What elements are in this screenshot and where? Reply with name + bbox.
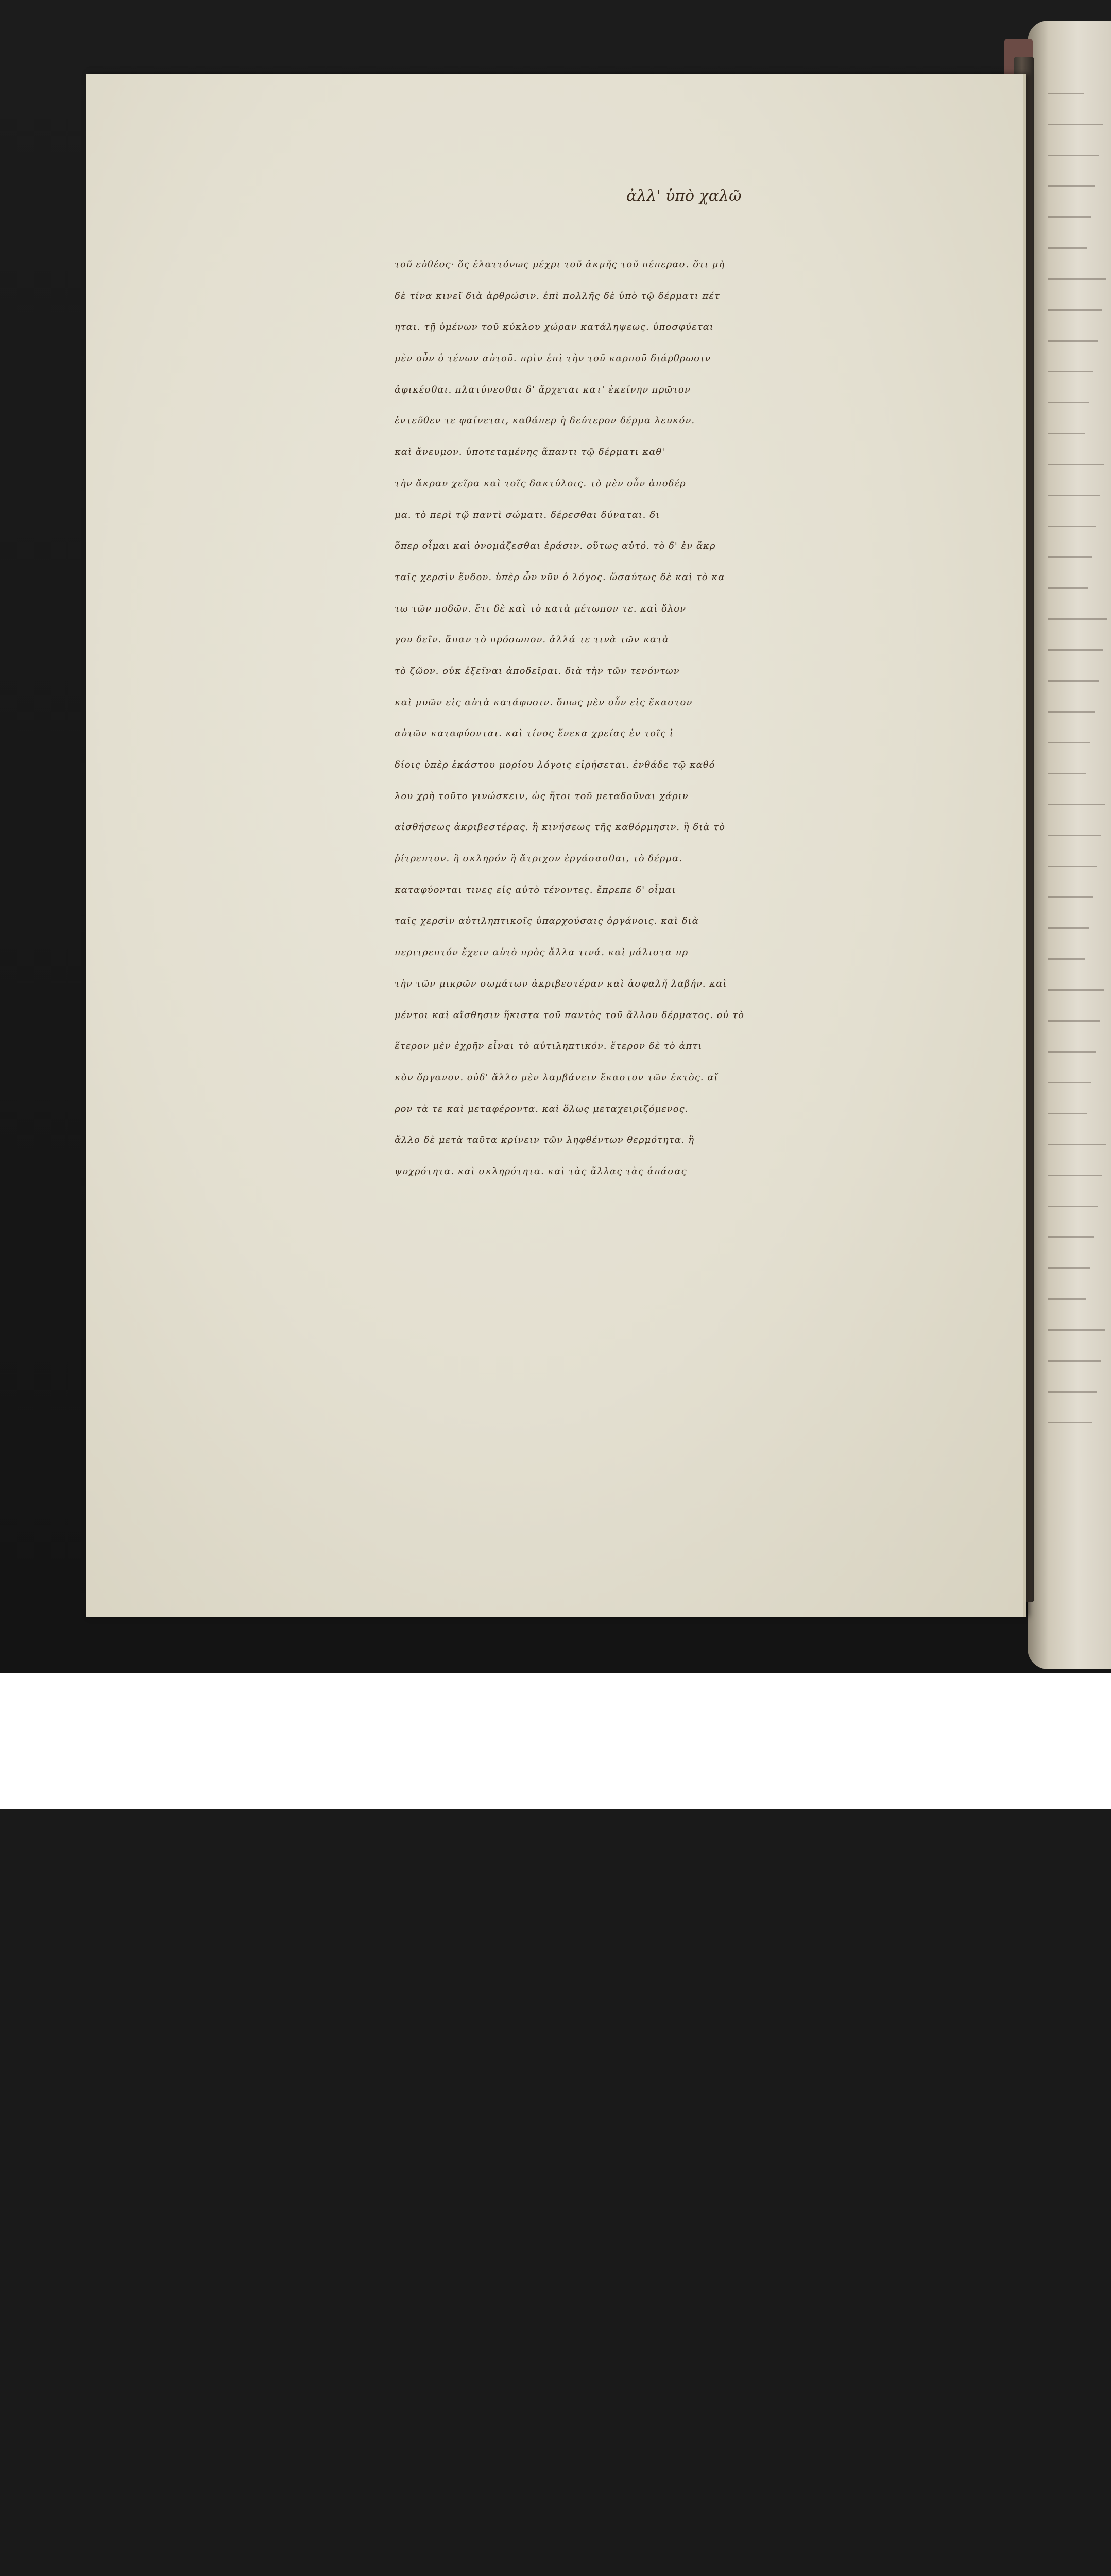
manuscript-line: κὸν ὄργανον. οὐδ' ἄλλο μὲν λαμβάνειν ἕκαστον τῶν ἐκτὸς. αἴ [395, 1072, 719, 1083]
manuscript-line: ἄλλο δὲ μετὰ ταῦτα κρίνειν τῶν ληφθέντων θερμότητα. ἢ [395, 1134, 695, 1146]
manuscript-line: δὲ τίνα κινεῖ διὰ ἀρθρώσιν. ἐπὶ πολλῆς δὲ ὑπὸ τῷ δέρματι πέτ [395, 290, 720, 301]
facing-page-line [1048, 649, 1103, 651]
facing-page-line [1048, 1298, 1086, 1300]
facing-page-line [1048, 371, 1093, 372]
facing-page-line [1048, 1329, 1105, 1331]
manuscript-line: ταῖς χερσὶν ἔνδον. ὑπὲρ ὧν νῦν ὁ λόγος. ὥσαύτως δὲ καὶ τὸ κα [395, 571, 725, 583]
page-stack-edge [1028, 21, 1111, 1669]
facing-page-line [1048, 1082, 1091, 1083]
facing-page-line [1048, 773, 1086, 774]
facing-page-line [1048, 155, 1099, 156]
manuscript-line: ψυχρότητα. καὶ σκληρότητα. καὶ τὰς ἄλλας τὰς ἁπάσας [395, 1165, 687, 1177]
facing-page-line [1048, 866, 1097, 867]
facing-page-line [1048, 464, 1104, 465]
manuscript-line: δίοις ὑπὲρ ἑκάστου μορίου λόγοις εἰρήσεται. ἐνθάδε τῷ καθό [395, 759, 715, 770]
facing-page-line [1048, 896, 1093, 898]
manuscript-line: ἀφικέσθαι. πλατύνεσθαι δ' ἄρχεται κατ' ἐκείνην πρῶτον [395, 384, 691, 395]
facing-page-line [1048, 742, 1090, 743]
facing-page-line [1048, 340, 1098, 342]
manuscript-line: τοῦ εὐθέος· ὅς ἐλαττόνως μέχρι τοῦ ἀκμῆς τοῦ πέπερασ. ὅτι μὴ [395, 259, 725, 270]
manuscript-line: ηται. τῇ ὑμένων τοῦ κύκλου χώραν κατάληψεως. ὑποσφύεται [395, 321, 714, 333]
manuscript-line: τὴν ἄκραν χεῖρα καὶ τοῖς δακτύλοις. τὸ μὲν οὖν ἀποδέρ [395, 478, 686, 489]
facing-page-line [1048, 495, 1100, 496]
facing-page-line [1048, 989, 1104, 991]
facing-page-line [1048, 1360, 1101, 1362]
facing-page-line [1048, 1391, 1097, 1393]
manuscript-line: ρον τὰ τε καὶ μεταφέροντα. καὶ ὅλως μεταχειριζόμενος. [395, 1103, 689, 1114]
manuscript-line: τὸ ζῶον. οὐκ ἐξεῖναι ἀποδεῖραι. διὰ τὴν τῶν τενόντων [395, 665, 680, 676]
manuscript-line: γου δεῖν. ἅπαν τὸ πρόσωπον. ἀλλά τε τινὰ τῶν κατὰ [395, 634, 670, 646]
facing-page-line [1048, 618, 1107, 620]
facing-page-line [1048, 835, 1101, 836]
facing-page-line [1048, 1020, 1100, 1022]
facing-page-line [1048, 711, 1095, 713]
facing-page-line [1048, 958, 1085, 960]
facing-page-line [1048, 1236, 1094, 1238]
manuscript-line: καταφύονται τινες εἰς αὐτὸ τένοντες. ἔπρεπε δ' οἶμαι [395, 884, 676, 895]
facing-page-line [1048, 804, 1105, 805]
manuscript-line: τὴν τῶν μικρῶν σωμάτων ἀκριβεστέραν καὶ ἀσφαλῆ λαβήν. καὶ [395, 978, 727, 989]
manuscript-line: τω τῶν ποδῶν. ἔτι δὲ καὶ τὸ κατὰ μέτωπον τε. καὶ ὅλον [395, 603, 687, 614]
facing-page-line [1048, 1113, 1087, 1114]
manuscript-line: ὅπερ οἶμαι καὶ ὀνομάζεσθαι ἐράσιν. οὕτως αὐτό. τὸ δ' ἐν ἄκρ [395, 540, 716, 552]
facing-page-line [1048, 680, 1099, 682]
facing-page-line [1048, 309, 1102, 311]
facing-page-line [1048, 1144, 1106, 1145]
manuscript-line: ἐντεῦθεν τε φαίνεται, καθάπερ ἡ δεύτερον δέρμα λευκόν. [395, 415, 695, 427]
facing-page-line [1048, 1267, 1090, 1269]
manuscript-folio [86, 74, 1026, 1617]
facing-page-line [1048, 433, 1085, 434]
manuscript-text-block [395, 249, 1023, 1188]
facing-page-line [1048, 1175, 1102, 1176]
interlinear-note: ἀλλ' ὑπὸ χαλῶ [626, 187, 742, 205]
manuscript-line: καὶ ἄνευμον. ὑποτεταμένης ἅπαντι τῷ δέρματι καθ' [395, 447, 665, 458]
manuscript-line: αἰσθήσεως ἀκριβεστέρας. ἢ κινήσεως τῆς καθόρμησιν. ἢ διὰ τὸ [395, 822, 725, 833]
facing-page-line [1048, 402, 1089, 403]
facing-page-line [1048, 185, 1095, 187]
facing-page-line [1048, 556, 1092, 558]
facing-page-line [1048, 1422, 1092, 1423]
facing-page-line [1048, 1051, 1096, 1053]
manuscript-line: αὐτῶν καταφύονται. καὶ τίνος ἕνεκα χρείας ἐν τοῖς ἰ [395, 728, 674, 739]
facing-page-line [1048, 93, 1084, 94]
manuscript-line: καὶ μυῶν εἰς αὐτὰ κατάφυσιν. ὅπως μὲν οὖν εἰς ἕκαστον [395, 697, 693, 708]
facing-page-line [1048, 587, 1088, 589]
manuscript-line: μα. τὸ περὶ τῷ παντὶ σώματι. δέρεσθαι δύναται. δι [395, 509, 660, 520]
facing-page-line [1048, 526, 1096, 527]
facing-page-line [1048, 124, 1103, 125]
manuscript-line: μὲν οὖν ὁ τένων αὐτοῦ. πρὶν ἐπὶ τὴν τοῦ καρποῦ διάρθρωσιν [395, 353, 711, 364]
manuscript-line: περιτρεπτόν ἔχειν αὐτὸ πρὸς ἄλλα τινά. καὶ μάλιστα πρ [395, 947, 689, 958]
manuscript-line: μέντοι καὶ αἴσθησιν ἥκιστα τοῦ παντὸς τοῦ ἄλλου δέρματος. οὐ τὸ [395, 1009, 744, 1021]
facing-page-line [1048, 1206, 1098, 1207]
facing-page-line [1048, 216, 1091, 218]
facing-page-line [1048, 278, 1106, 280]
manuscript-line: ῥίτρεπτον. ἢ σκληρόν ἢ ἄτριχον ἐργάσασθαι, τὸ δέρμα. [395, 853, 682, 865]
manuscript-line: ταῖς χερσὶν αὐτιληπτικοῖς ὑπαρχούσαις ὀργάνοις. καὶ διὰ [395, 916, 699, 927]
manuscript-line: ἕτερον μὲν ἐχρῆν εἶναι τὸ αὐτιληπτικόν. ἕτερον δὲ τὸ ἁπτι [395, 1041, 703, 1052]
footer [0, 1673, 1111, 1809]
facing-page-line [1048, 247, 1087, 249]
manuscript-line: λου χρὴ τοῦτο γινώσκειν, ὡς ἤτοι τοῦ μεταδοῦναι χάριν [395, 790, 689, 802]
facing-page-line [1048, 927, 1089, 929]
